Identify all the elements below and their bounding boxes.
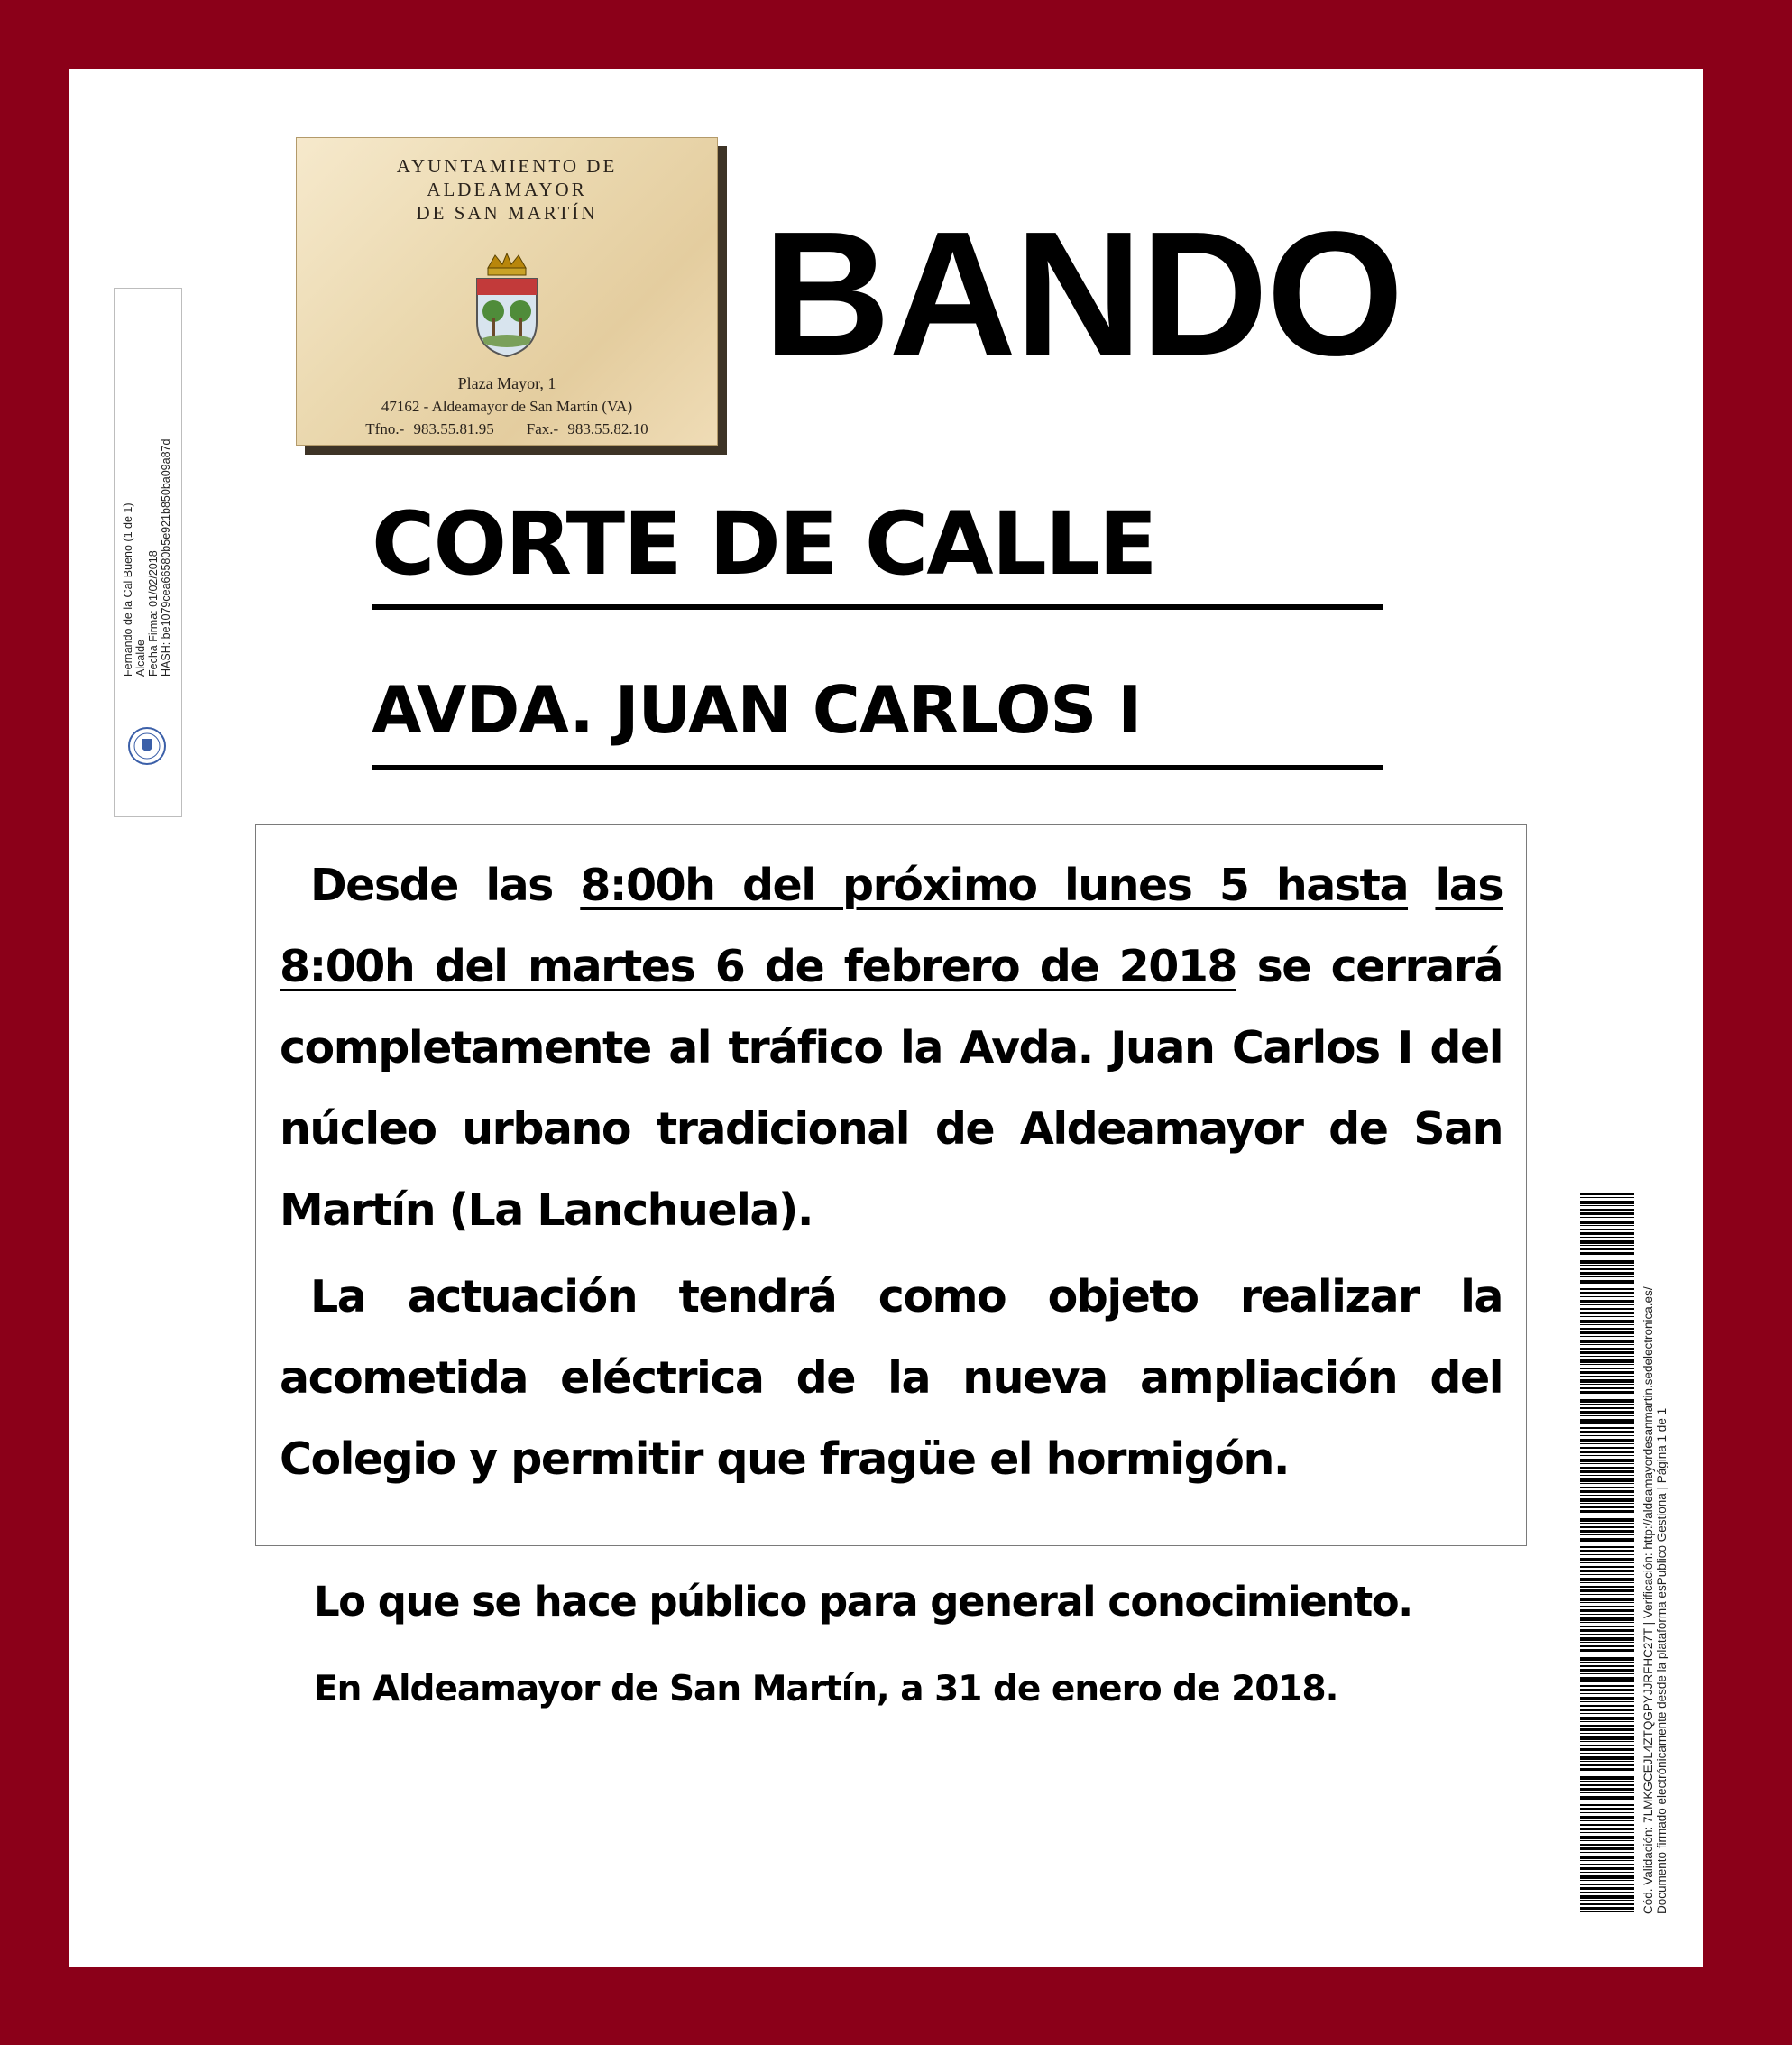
signature-date: Fecha Firma: 01/02/2018 (147, 550, 160, 677)
plate-phone: Tfno.- 983.55.81.95 (365, 420, 494, 438)
coat-of-arms-icon (468, 252, 546, 358)
document-page (69, 69, 1703, 1967)
notice-paragraph-2 (280, 1257, 1503, 1500)
signer-role: Alcalde (134, 640, 147, 677)
subtitle-underline (372, 765, 1383, 770)
notice-title: CORTE DE CALLE (372, 493, 1156, 594)
validation-line-2: Documento firmado electrónicamente desde la plataforma esPublico Gestiona | Página 1 de 1 (1655, 1407, 1668, 1914)
closing-line: Lo que se hace público para general conocimiento. (314, 1578, 1412, 1626)
plate-address: Plaza Mayor, 1 (457, 374, 556, 392)
plate-city: 47162 - Aldeamayor de San Martín (VA) (381, 398, 633, 415)
place-date-line: En Aldeamayor de San Martín, a 31 de enero de 2018. (314, 1669, 1338, 1709)
validation-barcode (1580, 1193, 1634, 1914)
notice-p1-time-start: 8:00h del próximo lunes 5 hasta (580, 860, 1409, 911)
bando-heading: BANDO (763, 195, 1402, 392)
plate-line-2: ALDEAMAYOR (427, 179, 587, 200)
plate-fax: Fax.- 983.55.82.10 (526, 420, 648, 438)
signature-hash: HASH: be1079cea66580b5e921b850ba09a87d (160, 438, 172, 677)
notice-p2-text: La actuación tendrá como objeto realizar la acometida eléctrica de la nueva ampliación del Colegio y permitir que fragüe el hormigón. (280, 1271, 1503, 1485)
signer-name: Fernando de la Cal Bueno (1 de 1) (122, 502, 134, 677)
street-subtitle: AVDA. JUAN CARLOS I (372, 672, 1142, 748)
signature-strip (114, 288, 182, 817)
municipal-seal-icon (127, 726, 167, 766)
notice-p1-time-end: las 8:00h del martes 6 de febrero de 2018 (280, 860, 1503, 992)
validation-text (1641, 1193, 1685, 1914)
plate-line-3: DE SAN MARTÍN (416, 202, 598, 224)
validation-line-1: Cód. Validación: 7LMKGCEJL4ZTQGPYJJRFHC27T | Verificación: http://aldeamayordesanmartin.sedelectronica.es/ (1641, 1286, 1655, 1914)
plate-line-1: AYUNTAMIENTO DE (396, 155, 618, 177)
town-hall-plate (296, 137, 718, 446)
notice-box (255, 824, 1527, 1546)
signature-text (122, 298, 172, 677)
notice-p1-rest: se cerrará completamente al tráfico la Avda. Juan Carlos I del núcleo urbano tradicional de Aldeamayor de San Martín (La Lanchuela). (280, 941, 1503, 1236)
notice-paragraph-1 (280, 845, 1503, 1251)
title-underline (372, 604, 1383, 610)
notice-p1-start: Desde las (310, 860, 581, 911)
